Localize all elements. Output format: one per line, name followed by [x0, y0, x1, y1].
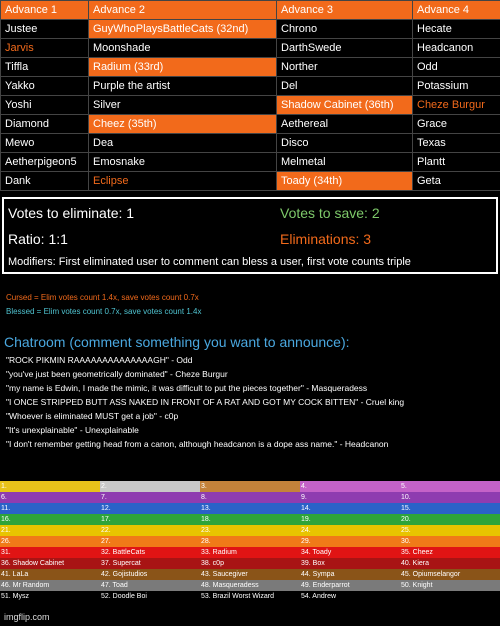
- advance-cell: DarthSwede: [277, 39, 413, 58]
- placement-cell: 5.: [400, 481, 500, 492]
- placement-cell: 52. Doodle Boi: [100, 591, 200, 602]
- placement-cell: 9.: [300, 492, 400, 503]
- advance-cell: Disco: [277, 134, 413, 153]
- placement-cell: 2.: [100, 481, 200, 492]
- advance-cell: Silver: [89, 96, 277, 115]
- advance-header-2: Advance 2: [89, 1, 277, 20]
- advance-cell: Moonshade: [89, 39, 277, 58]
- advance-cell: Hecate: [413, 20, 500, 39]
- placement-row: [0, 514, 500, 525]
- placement-cell: 48. Masqueradess: [200, 580, 300, 591]
- placement-row: [0, 536, 500, 547]
- placement-cell: 34. Toady: [300, 547, 400, 558]
- placement-row: [0, 525, 500, 536]
- placement-cell: 21.: [0, 525, 100, 536]
- placement-cell: 6.: [0, 492, 100, 503]
- ratio: Ratio: 1:1: [8, 231, 68, 247]
- advance-cell: Chrono: [277, 20, 413, 39]
- placement-cell: 11.: [0, 503, 100, 514]
- chat-message: "I ONCE STRIPPED BUTT ASS NAKED IN FRONT OF A RAT AND GOT MY COCK BITTEN" - Cruel king: [6, 397, 405, 407]
- placement-cell: 31.: [0, 547, 100, 558]
- advance-cell: Emosnake: [89, 153, 277, 172]
- advance-row: [1, 172, 500, 191]
- placement-cell: 36. Shadow Cabinet: [0, 558, 100, 569]
- placement-cell: 10.: [400, 492, 500, 503]
- placement-cell: 32. BattleCats: [100, 547, 200, 558]
- placement-cell: 17.: [100, 514, 200, 525]
- placement-row: [0, 492, 500, 503]
- advance-cell: Norther: [277, 58, 413, 77]
- advance-cell: GuyWhoPlaysBattleCats (32nd): [89, 20, 277, 39]
- placement-cell: 39. Box: [300, 558, 400, 569]
- advance-cell: Headcanon: [413, 39, 500, 58]
- advance-cell: Cheez (35th): [89, 115, 277, 134]
- placement-cell: 30.: [400, 536, 500, 547]
- advance-row: [1, 39, 500, 58]
- placement-cell: 53. Brazil Worst Wizard: [200, 591, 300, 602]
- placement-row: [0, 580, 500, 591]
- placement-cell: 1.: [0, 481, 100, 492]
- placement-row: [0, 569, 500, 580]
- placement-cell: 38. c0p: [200, 558, 300, 569]
- advance-cell: Radium (33rd): [89, 58, 277, 77]
- chatroom-lines: [6, 353, 404, 451]
- placement-cell: 50. Knight: [400, 580, 500, 591]
- chat-message: "you've just been geometrically dominated" - Cheze Burgur: [6, 369, 228, 379]
- advance-cell: Jarvis: [1, 39, 89, 58]
- placement-cell: 43. Saucegiver: [200, 569, 300, 580]
- placement-cell: 44. Sympa: [300, 569, 400, 580]
- advance-cell: Texas: [413, 134, 500, 153]
- advance-cell: Dea: [89, 134, 277, 153]
- advance-table: [0, 0, 500, 191]
- placement-cell: 47. Toad: [100, 580, 200, 591]
- votes-box: [2, 197, 498, 274]
- placement-cell: 20.: [400, 514, 500, 525]
- placement-row: [0, 547, 500, 558]
- advance-cell: Diamond: [1, 115, 89, 134]
- placement-cell: 22.: [100, 525, 200, 536]
- chat-message: "ROCK PIKMIN RAAAAAAAAAAAAAAGH" - Odd: [6, 355, 193, 365]
- placement-cell: 27.: [100, 536, 200, 547]
- advance-cell: Geta: [413, 172, 500, 191]
- chat-message: "my name is Edwin, I made the mimic, it was difficult to put the pieces together" - Masqueradess: [6, 383, 368, 393]
- modifiers: Modifiers: First eliminated user to comment can bless a user, first vote counts triple: [8, 256, 411, 268]
- advance-cell: Shadow Cabinet (36th): [277, 96, 413, 115]
- advance-cell: Justee: [1, 20, 89, 39]
- advance-header-4: Advance 4: [413, 1, 500, 20]
- placement-cell: 19.: [300, 514, 400, 525]
- advance-row: [1, 153, 500, 172]
- placement-row: [0, 558, 500, 569]
- placement-cell: 24.: [300, 525, 400, 536]
- placement-cell: 37. Supercat: [100, 558, 200, 569]
- advance-cell: Potassium: [413, 77, 500, 96]
- placement-row: [0, 591, 500, 602]
- placement-cell: 12.: [100, 503, 200, 514]
- blessed-legend: Blessed = Elim votes count 0.7x, save votes count 1.4x: [6, 307, 202, 316]
- advance-row: [1, 96, 500, 115]
- placement-row: [0, 503, 500, 514]
- advance-cell: Odd: [413, 58, 500, 77]
- placement-grid: [0, 481, 500, 602]
- advance-cell: Dank: [1, 172, 89, 191]
- placement-cell: 25.: [400, 525, 500, 536]
- placement-cell: 40. Kiera: [400, 558, 500, 569]
- advance-cell: Aetherpigeon5: [1, 153, 89, 172]
- eliminations: Eliminations: 3: [280, 231, 372, 247]
- placement-cell: 18.: [200, 514, 300, 525]
- placement-cell: 15.: [400, 503, 500, 514]
- advance-cell: Grace: [413, 115, 500, 134]
- placement-cell: 33. Radium: [200, 547, 300, 558]
- chat-message: "Whoever is eliminated MUST get a job" - c0p: [6, 411, 179, 421]
- placement-cell: [400, 591, 500, 602]
- placement-cell: 51. Mysz: [0, 591, 100, 602]
- placement-cell: 28.: [200, 536, 300, 547]
- advance-row: [1, 115, 500, 134]
- placement-cell: 49. Enderparrot: [300, 580, 400, 591]
- placement-cell: 14.: [300, 503, 400, 514]
- advance-body: [1, 20, 500, 191]
- placement-row: [0, 481, 500, 492]
- placement-cell: 46. Mr Random: [0, 580, 100, 591]
- placement-cell: 42. Gojistudios: [100, 569, 200, 580]
- advance-header-3: Advance 3: [277, 1, 413, 20]
- placement-cell: 26.: [0, 536, 100, 547]
- advance-row: [1, 58, 500, 77]
- advance-cell: Eclipse: [89, 172, 277, 191]
- advance-cell: Del: [277, 77, 413, 96]
- advance-header-row: [1, 1, 500, 20]
- watermark: imgflip.com: [4, 612, 50, 622]
- votes-to-save: Votes to save: 2: [280, 205, 380, 221]
- advance-cell: Yakko: [1, 77, 89, 96]
- cursed-legend: Cursed = Elim votes count 1.4x, save votes count 0.7x: [6, 293, 199, 302]
- placement-cell: 29.: [300, 536, 400, 547]
- placement-cell: 45. Opiumselangor: [400, 569, 500, 580]
- votes-to-eliminate: Votes to eliminate: 1: [8, 205, 135, 221]
- chat-message: "I don't remember getting head from a canon, although headcanon is a dope ass name." - Headcanon: [6, 439, 389, 449]
- placement-cell: 4.: [300, 481, 400, 492]
- placement-cell: 13.: [200, 503, 300, 514]
- advance-row: [1, 134, 500, 153]
- placement-cell: 16.: [0, 514, 100, 525]
- placement-cell: 23.: [200, 525, 300, 536]
- placement-cell: 8.: [200, 492, 300, 503]
- advance-cell: Cheze Burgur: [413, 96, 500, 115]
- advance-cell: Melmetal: [277, 153, 413, 172]
- advance-row: [1, 77, 500, 96]
- advance-row: [1, 20, 500, 39]
- advance-cell: Plantt: [413, 153, 500, 172]
- chat-message: "It's unexplainable" - Unexplainable: [6, 425, 139, 435]
- placement-cell: 54. Andrew: [300, 591, 400, 602]
- placement-cell: 3.: [200, 481, 300, 492]
- advance-cell: Yoshi: [1, 96, 89, 115]
- placement-cell: 7.: [100, 492, 200, 503]
- advance-cell: Aethereal: [277, 115, 413, 134]
- advance-cell: Toady (34th): [277, 172, 413, 191]
- placement-cell: 41. LaLa: [0, 569, 100, 580]
- chatroom-heading: Chatroom (comment something you want to announce):: [4, 334, 350, 350]
- placement-cell: 35. Cheez: [400, 547, 500, 558]
- advance-cell: Mewo: [1, 134, 89, 153]
- advance-header-1: Advance 1: [1, 1, 89, 20]
- advance-cell: Tiffla: [1, 58, 89, 77]
- advance-cell: Purple the artist: [89, 77, 277, 96]
